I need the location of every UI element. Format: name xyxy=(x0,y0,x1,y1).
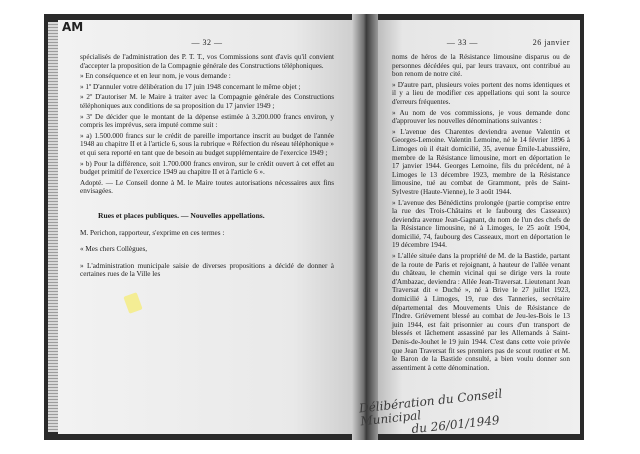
left-paragraph: » 1º D'annuler votre délibération du 17 juin 1948 concernant le même objet ; xyxy=(80,82,301,91)
left-paragraph: » 3º De décider que le montant de la dépense estimée à 3.200.000 francs environ, y compris les imprévus, sera imputé comme suit : xyxy=(80,112,334,130)
left-paragraph: » a) 1.500.000 francs sur le crédit de pareille importance inscrit au budget de l'année 1948 au chapitre II et à l'article 6, sous la rubrique « Réfection du réseau téléphonique » et qui sera reporté en tant que de besoin au budget supplémentaire de l'exercice 1949 ; xyxy=(80,131,334,157)
annotation-line-2: du 26/01/1949 xyxy=(410,412,501,437)
right-paragraph: » Au nom de vos commissions, je vous demande donc d'approuver les nouvelles dénominations suivantes : xyxy=(392,108,570,126)
left-paragraph: » b) Pour la différence, soit 1.700.000 francs environ, sur le crédit ouvert à cet effet au budget primitif de l'exercice 1949 au chapitre II et à l'article 6 ». xyxy=(80,159,334,177)
annotation-line-1: Délibération du Conseil Municipal xyxy=(358,386,503,429)
right-paragraph: noms de héros de la Résistance limousine disparus ou de personnes décédées qui, par leurs travaux, ont contribué au bon renom de notre cité. xyxy=(392,53,570,79)
right-page xyxy=(378,20,580,434)
right-paragraph: » L'avenue des Bénédictins prolongée (partie comprise entre la rue des Trois-Châtains et le faubourg des Casseaux) deviendra avenue Jean-Gagnant, du nom de l'un des chefs de la Résistance limousine, né à Limoges, le 25 août 1904, domicilié, 74, faubourg des Casseaux, mort en déportation le 19 décembre 1944. xyxy=(392,198,570,250)
right-paragraph: » L'avenue des Charentes deviendra avenue Valentin et Georges-Lemoine. Valentin Lemoine, né le 14 février 1896 à Limoges où il était domicilié, 35, avenue Émile-Labussière, membre de la Résistance limousine, mort en déportation le 17 janvier 1944. Georges Lemoine, fils du précédent, né à Limoges le 13 décembre 1923, membre de la Résistance limousine, tué au combat de Grammont, près de Saint-Sylvestre (Haute-Vienne), le 3 août 1944. xyxy=(392,127,570,196)
rapporteur-line: M. Perichon, rapporteur, s'exprime en ces termes : xyxy=(80,228,225,237)
section-title: Rues et places publiques. — Nouvelles appellations. xyxy=(98,210,265,220)
left-paragraph: Adopté. — Le Conseil donne à M. le Maire toutes autorisations nécessaires aux fins envisagées. xyxy=(80,178,334,196)
right-paragraph: » L'allée située dans la propriété de M. de la Bastide, partant de la route de Paris et rejoignant, à hauteur de l'allée venant du château, le chemin vicinal qui se dirige vers la route d'Ambazac, deviendra : Allée Jean-Traversat. Lieutenant Jean Traversat dit « Duché », né à Brive le 27 juillet 1923, domicilié à Limoges, 19, rue des Tanneries, secrétaire départemental des Mouvements Unis de Résistance de l'Indre. Grièvement blessé au combat de Jeu-les-Bois le 13 juin 1944, est fait prisonnier au cours d'un transport de blessés et lâchement assassiné par les Allemands à Saint-Denis-de-Jouhet le 19 juin 1944. C'est dans cette voie privée que Jean Traversat fit ses premiers pas de scout routier et M. le Baron de la Bastide consulté, a bien voulu donner son assentiment à cette dénomination. xyxy=(392,252,570,372)
left-page xyxy=(58,20,352,434)
salutation: « Mes chers Collègues, xyxy=(80,245,148,254)
left-paragraph: spécialisés de l'administration des P. T. T., vos Commissions sont d'avis qu'il convient d'accepter la proposition de la Compagnie générale des Constructions téléphoniques. xyxy=(80,53,334,70)
right-page-number: — 33 — xyxy=(446,38,478,47)
right-page-date: 26 janvier xyxy=(532,38,570,47)
left-paragraph: » En conséquence et en leur nom, je vous demande : xyxy=(80,72,231,81)
left-paragraph: » 2º D'autoriser M. le Maire à traiter avec la Compagnie générale des Constructions téléphoniques aux conditions de sa proposition du 17 janvier 1949 ; xyxy=(80,93,334,110)
book-spine xyxy=(352,14,378,440)
corner-initials: AM xyxy=(62,20,84,34)
left-page-number: — 32 — xyxy=(191,38,223,47)
page-edges xyxy=(48,22,58,432)
right-paragraph: » D'autre part, plusieurs voies portent des noms identiques et il y a lieu de modifier ces appellations qui sont la source d'erreurs fréquentes. xyxy=(392,80,570,106)
left-page-header xyxy=(80,38,334,47)
left-paragraph: » L'administration municipale saisie de diverses propositions a décidé de donner à certaines rues de la Ville les xyxy=(80,261,334,279)
right-page-header xyxy=(392,38,570,47)
scanned-book-spread xyxy=(44,14,584,440)
